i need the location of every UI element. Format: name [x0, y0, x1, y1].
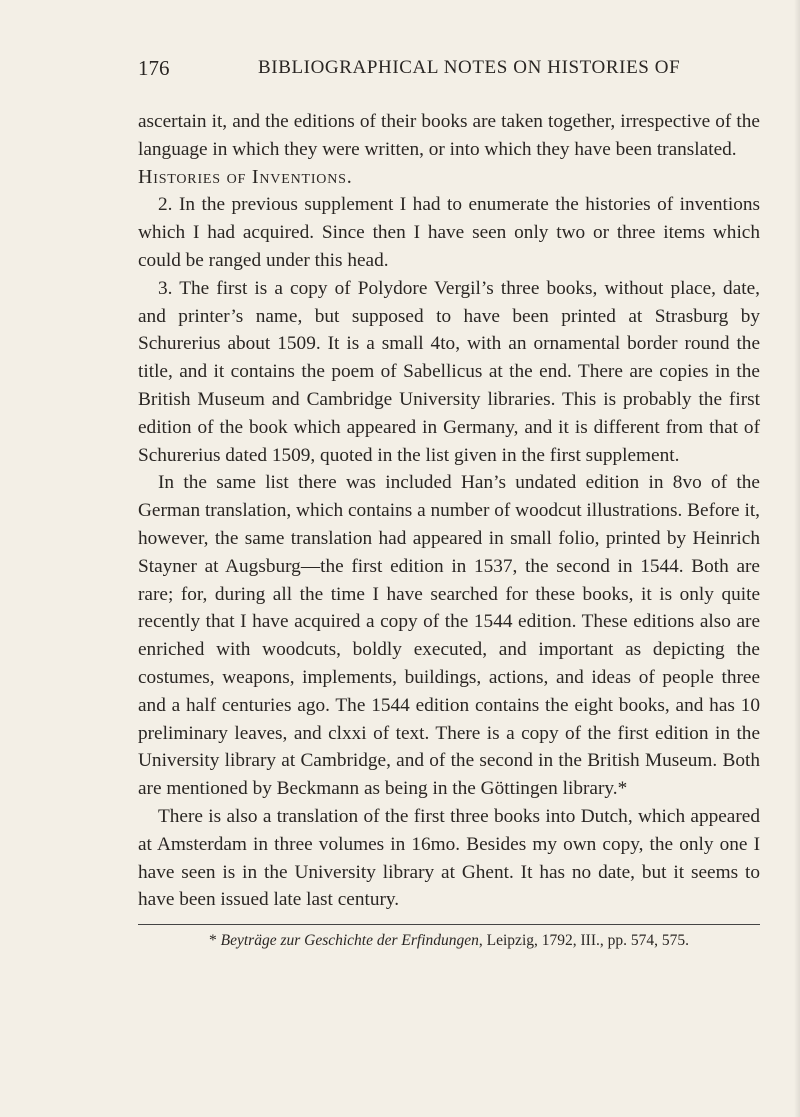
footnote-title: Beyträge zur Geschichte der Erfindungen — [220, 932, 479, 950]
footnote-rule — [138, 924, 760, 925]
section-heading: Histories of Inventions. — [138, 165, 353, 188]
paragraph-2: 2. In the previous supplement I had to enumerate the histories of inventions which I had acquired. Since then I have seen only two or three items which could be ranged under this head. — [138, 194, 760, 271]
page-header — [138, 56, 758, 86]
page-body — [138, 108, 760, 951]
paragraph-continuation: ascertain it, and the editions of their books are taken together, irrespective of the language in which they were written, or into which they have been translated. — [138, 111, 760, 160]
footnote — [138, 931, 760, 951]
paragraph-5: There is also a translation of the first three books into Dutch, which appeared at Amsterdam in three volumes in 16mo. Besides my own copy, the only one I have seen is in the University library at Ghent. It has no date, but it seems to have been issued late last century. — [138, 805, 760, 911]
paragraph-4: In the same list there was included Han’s undated edition in 8vo of the German translation, which contains a number of woodcut illustrations. Before it, however, the same translation had appeared in small folio, printed by Heinrich Stayner at Augsburg—the first edition in 1537, the second in 1544. Both are rare; for, during all the time I have searched for these books, it is only quite recently that I have acquired a copy of the 1544 edition. These editions also are enriched with woodcuts, boldly executed, and important as depicting the costumes, weapons, implements, buildings, actions, and ideas of people three and a half centuries ago. The 1544 edition contains the eight books, and has 10 preliminary leaves, and clxxi of text. There is a copy of the first edition in the University library at Cambridge, and of the second in the British Museum. Both are mentioned by Beckmann as being in the Göttingen library.* — [138, 472, 760, 800]
page-edge-shadow — [794, 0, 800, 1117]
paragraph-3: 3. The first is a copy of Polydore Vergil’s three books, without place, date, and printer’s name, but supposed to have been printed at Strasburg by Schurerius about 1509. It is a small 4to, with an ornamental border round the title, and it contains the poem of Sabellicus at the end. There are copies in the British Museum and Cambridge University libraries. This is probably the first edition of the book which appeared in Germany, and it is different from that of Schurerius dated 1509, quoted in the list given in the first supplement. — [138, 277, 760, 466]
page-number: 176 — [138, 56, 170, 80]
running-head: BIBLIOGRAPHICAL NOTES ON HISTORIES OF — [258, 57, 681, 78]
footnote-citation: , Leipzig, 1792, III., pp. 574, 575. — [478, 932, 689, 950]
footnote-marker: * — [209, 932, 221, 950]
